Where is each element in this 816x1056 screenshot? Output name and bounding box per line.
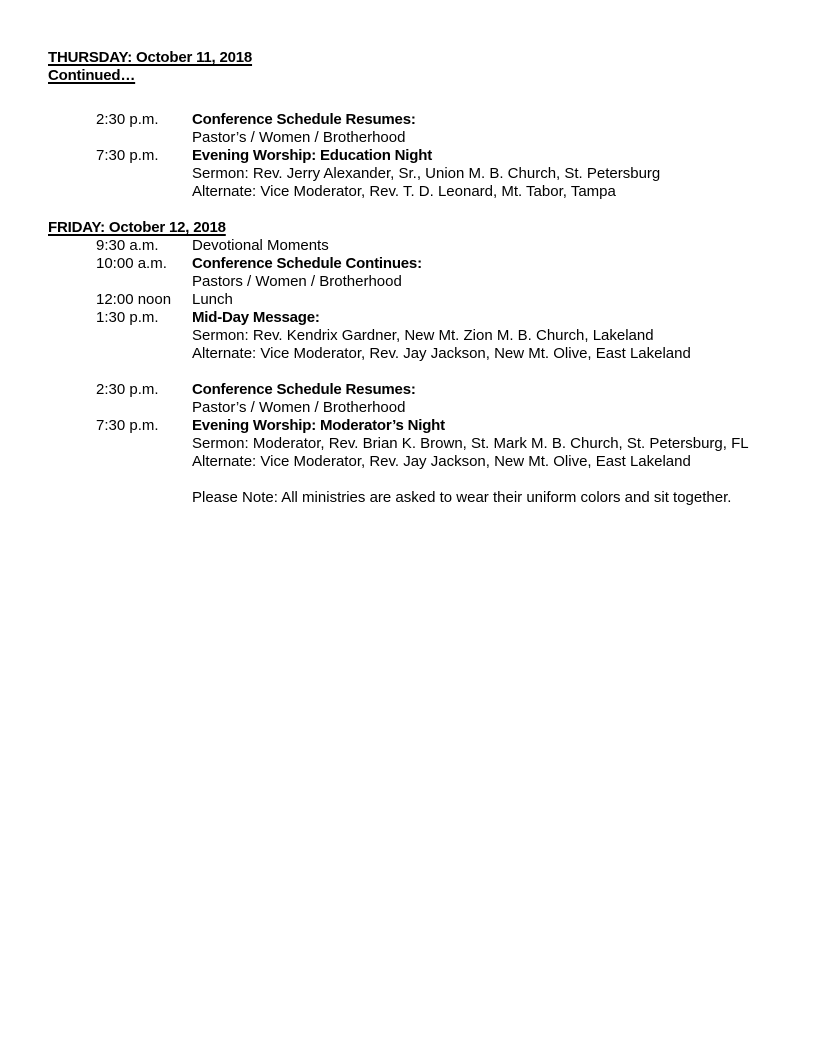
thursday-events (48, 111, 768, 201)
event-detail: Sermon: Moderator, Rev. Brian K. Brown, St. Mark M. B. Church, St. Petersburg, FL (192, 435, 749, 452)
friday-afternoon-events (48, 381, 768, 471)
event-body (192, 255, 768, 291)
event-time: 12:00 noon (96, 291, 172, 308)
event-body (192, 417, 768, 471)
schedule-event (48, 381, 768, 417)
friday-section (48, 219, 768, 507)
event-time: 10:00 a.m. (96, 255, 167, 272)
schedule-event (48, 237, 768, 255)
event-body (192, 381, 768, 417)
event-body (192, 237, 768, 255)
event-title: Conference Schedule Resumes: (192, 381, 416, 398)
please-note: Please Note: All ministries are asked to wear their uniform colors and sit together. (192, 489, 732, 506)
friday-morning-events (48, 237, 768, 363)
event-title: Conference Schedule Resumes: (192, 111, 416, 128)
event-title: Evening Worship: Education Night (192, 147, 432, 164)
thursday-heading: THURSDAY: October 11, 2018 (48, 49, 253, 66)
event-body (192, 309, 768, 363)
schedule-event (48, 417, 768, 471)
event-detail: Pastors / Women / Brotherhood (192, 273, 402, 290)
event-time: 7:30 p.m. (96, 417, 159, 434)
event-time: 2:30 p.m. (96, 381, 159, 398)
event-title: Conference Schedule Continues: (192, 255, 422, 272)
event-detail: Alternate: Vice Moderator, Rev. Jay Jackson, New Mt. Olive, East Lakeland (192, 453, 691, 470)
schedule-event (48, 147, 768, 201)
thursday-continued-label: Continued… (48, 67, 136, 84)
event-title: Devotional Moments (192, 237, 329, 254)
event-detail: Alternate: Vice Moderator, Rev. Jay Jackson, New Mt. Olive, East Lakeland (192, 345, 691, 362)
event-time: 7:30 p.m. (96, 147, 159, 164)
event-time: 1:30 p.m. (96, 309, 159, 326)
event-body (192, 147, 768, 201)
event-title: Mid-Day Message: (192, 309, 320, 326)
event-detail: Pastor’s / Women / Brotherhood (192, 399, 406, 416)
event-title: Evening Worship: Moderator’s Night (192, 417, 445, 434)
note-row (48, 489, 768, 507)
event-detail: Sermon: Rev. Kendrix Gardner, New Mt. Zion M. B. Church, Lakeland (192, 327, 654, 344)
schedule-event (48, 255, 768, 291)
event-detail: Sermon: Rev. Jerry Alexander, Sr., Union M. B. Church, St. Petersburg (192, 165, 661, 182)
event-body (192, 291, 768, 309)
schedule-event (48, 291, 768, 309)
event-detail: Alternate: Vice Moderator, Rev. T. D. Leonard, Mt. Tabor, Tampa (192, 183, 616, 200)
friday-heading: FRIDAY: October 12, 2018 (48, 219, 226, 236)
event-title: Lunch (192, 291, 233, 308)
event-time: 2:30 p.m. (96, 111, 159, 128)
schedule-event (48, 111, 768, 147)
event-detail: Pastor’s / Women / Brotherhood (192, 129, 406, 146)
event-body (192, 111, 768, 147)
event-time: 9:30 a.m. (96, 237, 159, 254)
schedule-event (48, 309, 768, 363)
